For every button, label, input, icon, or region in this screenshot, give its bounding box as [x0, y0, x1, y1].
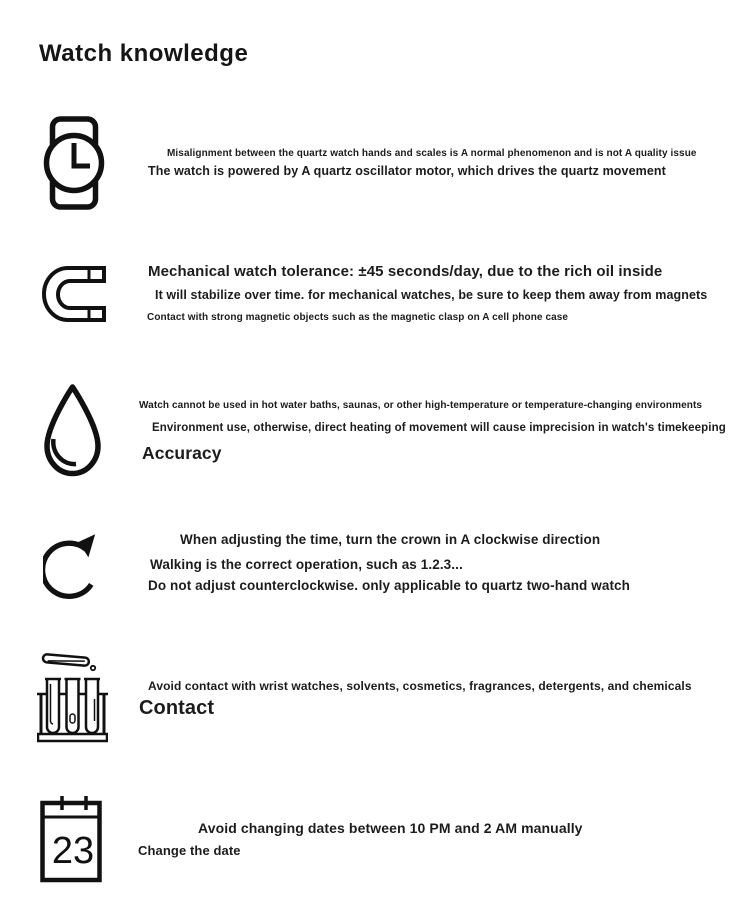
magnet-contact-note: Contact with strong magnetic objects such as the magnetic clasp on A cell phone case: [147, 312, 569, 323]
water-drop-icon: [40, 383, 105, 478]
quartz-movement-note: The watch is powered by A quartz oscillator motor, which drives the quartz movement: [148, 164, 666, 178]
page-title: Watch knowledge: [39, 40, 249, 67]
clockwise-rotation-icon: [43, 530, 99, 606]
date-change-warning-note: Avoid changing dates between 10 PM and 2 AM manually: [198, 820, 583, 836]
test-tubes-icon: [37, 651, 108, 743]
calendar-day-number: 23: [51, 830, 95, 872]
walking-operation-note: Walking is the correct operation, such as 1.2.3...: [150, 557, 463, 572]
change-date-heading: Change the date: [138, 843, 241, 858]
chemicals-warning-note: Avoid contact with wrist watches, solvents, cosmetics, fragrances, detergents, and chemicals: [148, 679, 692, 693]
temperature-warning-note: Watch cannot be used in hot water baths, saunas, or other high-temperature or temperature-changing environments: [139, 400, 703, 411]
counterclockwise-warning-note: Do not adjust counterclockwise. only applicable to quartz two-hand watch: [148, 578, 630, 593]
environment-use-note: Environment use, otherwise, direct heating of movement will cause imprecision in watch's timekeeping: [152, 422, 726, 434]
calendar-icon: [40, 794, 102, 883]
magnet-icon: [42, 266, 106, 322]
contact-heading: Contact: [139, 697, 215, 719]
magnet-stabilize-note: It will stabilize over time. for mechanical watches, be sure to keep them away from magnets: [155, 288, 708, 302]
quartz-misalignment-note: Misalignment between the quartz watch hands and scales is A normal phenomenon and is not A quality issue: [167, 148, 697, 159]
watch-icon: [43, 116, 105, 210]
clockwise-adjust-note: When adjusting the time, turn the crown in A clockwise direction: [180, 532, 601, 547]
magnet-tolerance-heading: Mechanical watch tolerance: ±45 seconds/day, due to the rich oil inside: [148, 263, 663, 280]
accuracy-heading: Accuracy: [142, 443, 222, 463]
